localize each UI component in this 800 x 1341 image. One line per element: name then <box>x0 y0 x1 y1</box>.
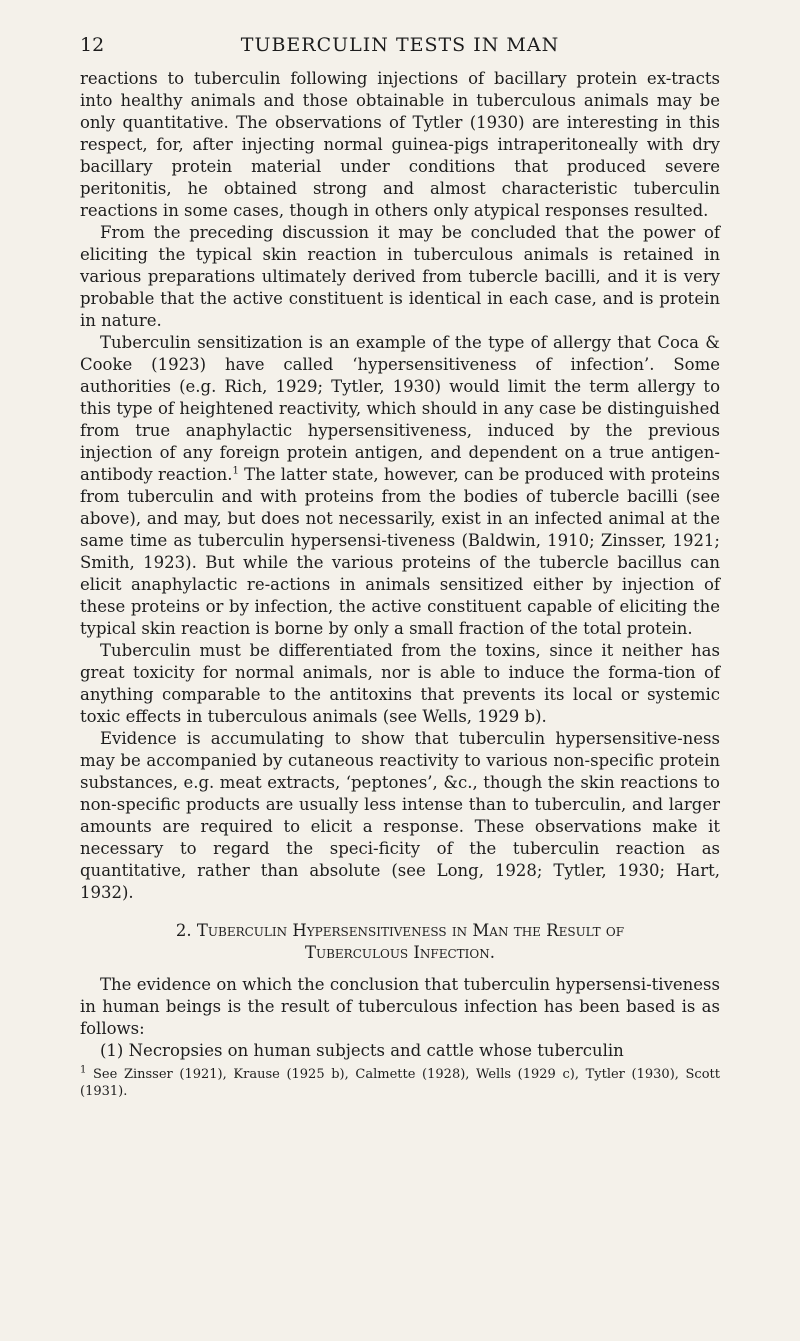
page-header <box>80 34 720 68</box>
paragraph-sensitization <box>80 332 720 640</box>
paragraph-evidence: Evidence is accumulating to show that tuberculin hypersensitive-ness may be accompanied by cutaneous reactivity to various non-specific protein substances, e.g. meat extracts, ‘peptones’, &c., though the skin reactions to non-specific products are usually less intense than to tuberculin, and larger amounts are required to elicit a response. These observations make it necessary to regard the speci-ficity of the tuberculin reaction as quantitative, rather than absolute (see Long, 1928; Tytler, 1930; Hart, 1932). <box>80 729 720 902</box>
footnote-marker: 1 <box>80 1064 87 1076</box>
paragraph-toxins: Tuberculin must be differentiated from the toxins, since it neither has great toxicity for normal animals, nor is able to induce the forma-tion of anything comparable to the antitoxins that prevents its local or systemic toxic effects in tuberculous animals (see Wells, 1929 b). <box>80 641 720 726</box>
paragraph-continuation: reactions to tuberculin following injections of bacillary protein ex-tracts into healthy animals and those obtainable in tuberculous animals may be only quantitative. The observations of Tytler (1930) are interesting in this respect, for, after injecting normal guinea-pigs intraperitoneally with dry bacillary protein material under conditions that produced severe peritonitis, he obtained strong and almost characteristic tuberculin reactions in some cases, though in others only atypical responses resulted. <box>80 69 720 220</box>
paragraph-section-intro: The evidence on which the conclusion that tuberculin hypersensi-tiveness in human beings is the result of tuberculous infection has been based is as follows: <box>80 975 720 1038</box>
footnote-text: See Zinsser (1921), Krause (1925 b), Calmette (1928), Wells (1929 c), Tytler (1930), Scott (1931). <box>80 1067 720 1099</box>
paragraph-sensitization-text: Tuberculin sensitization is an example of the type of allergy that Coca & Cooke (1923) have called ‘hypersensitiveness of infection’. Some authorities (e.g. Rich, 1929; Tytler, 1930) would limit the term allergy to this type of heightened reactivity, which should in any case be distinguished from true anaphylactic hypersensitiveness, induced by the previous injection of any foreign protein antigen, and dependent on a true antigen-antibody reaction. <box>80 333 720 484</box>
section-heading-line-1: 2. Tuberculin Hypersensitiveness in Man the Result of <box>175 921 625 940</box>
section-heading-line-2: Tuberculous Infection. <box>304 943 496 962</box>
footnote <box>80 1066 720 1100</box>
body-text <box>80 68 720 1100</box>
running-head: TUBERCULIN TESTS IN MAN <box>240 34 560 56</box>
paragraph-conclusion: From the preceding discussion it may be concluded that the power of eliciting the typical skin reaction in tuberculous animals is retained in various preparations ultimately derived from tubercle bacilli, and it is very probable that the active constituent is identical in each case, and is protein in nature. <box>80 223 720 330</box>
paragraph-list-item-1: (1) Necropsies on human subjects and cattle whose tuberculin <box>100 1041 624 1060</box>
footnote-reference: 1 <box>232 465 239 477</box>
document-page <box>80 34 720 1100</box>
page-number: 12 <box>80 34 105 56</box>
paragraph-sensitization-text-cont: The latter state, however, can be produced with proteins from tuberculin and with proteins from the bodies of tubercle bacilli (see above), and may, but does not necessarily, exist in an infected animal at the same time as tuberculin hypersensi-tiveness (Baldwin, 1910; Zinsser, 1921; Smith, 1923). But while the various proteins of the tubercle bacillus can elicit anaphylactic re-actions in animals sensitized either by injection of these proteins or by infection, the active constituent capable of eliciting the typical skin reaction is borne by only a small fraction of the total protein. <box>80 465 720 638</box>
section-heading <box>80 920 720 964</box>
